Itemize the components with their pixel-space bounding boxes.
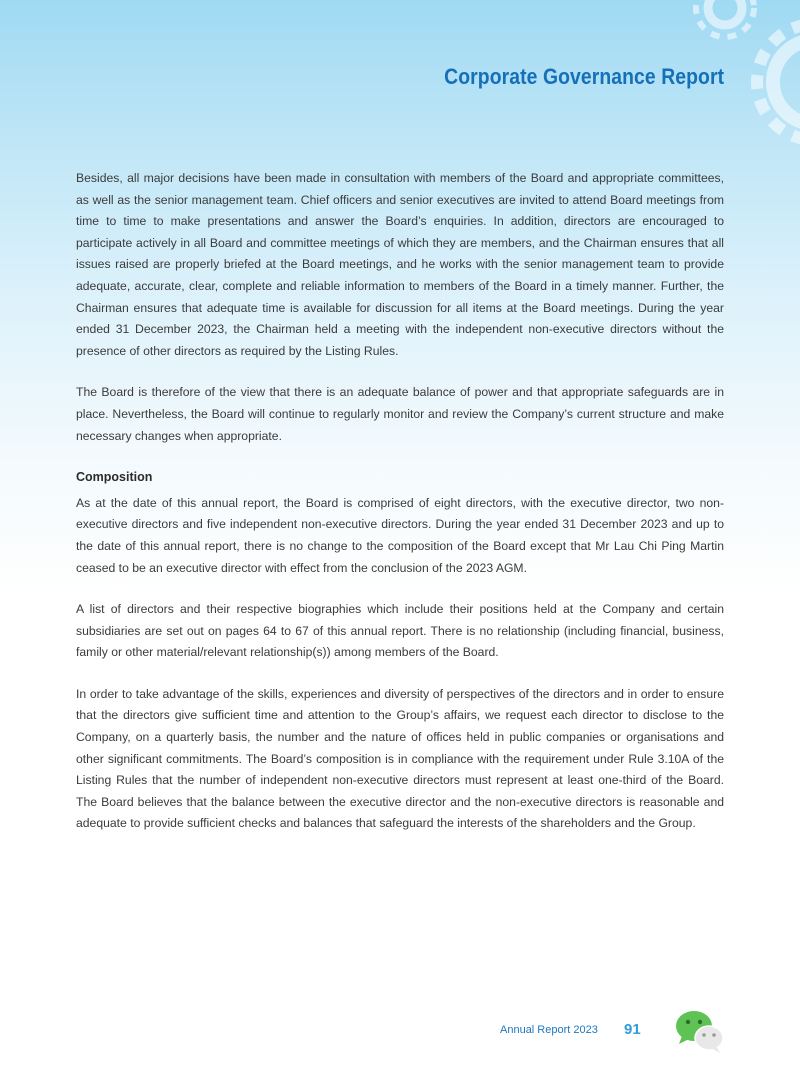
wechat-icon <box>674 1008 726 1054</box>
footer-report-label: Annual Report 2023 <box>500 1024 598 1036</box>
page-number: 91 <box>624 1021 641 1038</box>
paragraph: The Board is therefore of the view that there is an adequate balance of power and that appropriate safeguards are in place. Nevertheless, the Board will continue to regularly monitor and review the Company’s current structure and make necessary changes when appropriate. <box>76 385 724 443</box>
main-content <box>76 168 724 855</box>
paragraph: As at the date of this annual report, the Board is comprised of eight directors, with the executive director, two non-executive directors and five independent non-executive directors. During the year ended 31 December 2023 and up to the date of this annual report, there is no change to the composition of the Board except that Mr Lau Chi Ping Martin ceased to be an executive director with effect from the conclusion of the 2023 AGM. <box>76 495 724 575</box>
section-heading: Composition <box>76 470 153 485</box>
paragraph: A list of directors and their respective biographies which include their positions held at the Company and certain subsidiaries are set out on pages 64 to 67 of this annual report. There is no relationship (including financial, business, family or other material/relevant relationship(s)) among members of the Board. <box>76 602 724 660</box>
paragraph: In order to take advantage of the skills, experiences and diversity of perspectives of the directors and in order to ensure that the directors give sufficient time and attention to the Group’s affairs, we request each director to disclose to the Company, on a quarterly basis, the number and the nature of offices held in public companies or organisations and other significant commitments. The Board’s composition is in compliance with the requirement under Rule 3.10A of the Listing Rules that the number of independent non-executive directors must represent at least one-third of the Board. The Board believes that the balance between the executive director and the non-executive directors is reasonable and adequate to provide sufficient checks and balances that safeguard the interests of the shareholders and the Group. <box>76 686 724 831</box>
paragraph: Besides, all major decisions have been made in consultation with members of the Board and appropriate committees, as well as the senior management team. Chief officers and senior executives are invited to attend Board meetings from time to time to make presentations and answer the Board’s enquiries. In addition, directors are encouraged to participate actively in all Board and committee meetings of which they are members, and the Chairman ensures that all issues raised are properly briefed at the Board meetings, and he works with the senior management team to provide adequate, accurate, clear, complete and reliable information to members of the Board in a timely manner. Further, the Chairman ensures that adequate time is available for discussion for all items at the Board meetings. During the year ended 31 December 2023, the Chairman held a meeting with the independent non-executive directors without the presence of other directors as required by the Listing Rules. <box>76 171 724 358</box>
page-title: Corporate Governance Report <box>444 64 724 89</box>
